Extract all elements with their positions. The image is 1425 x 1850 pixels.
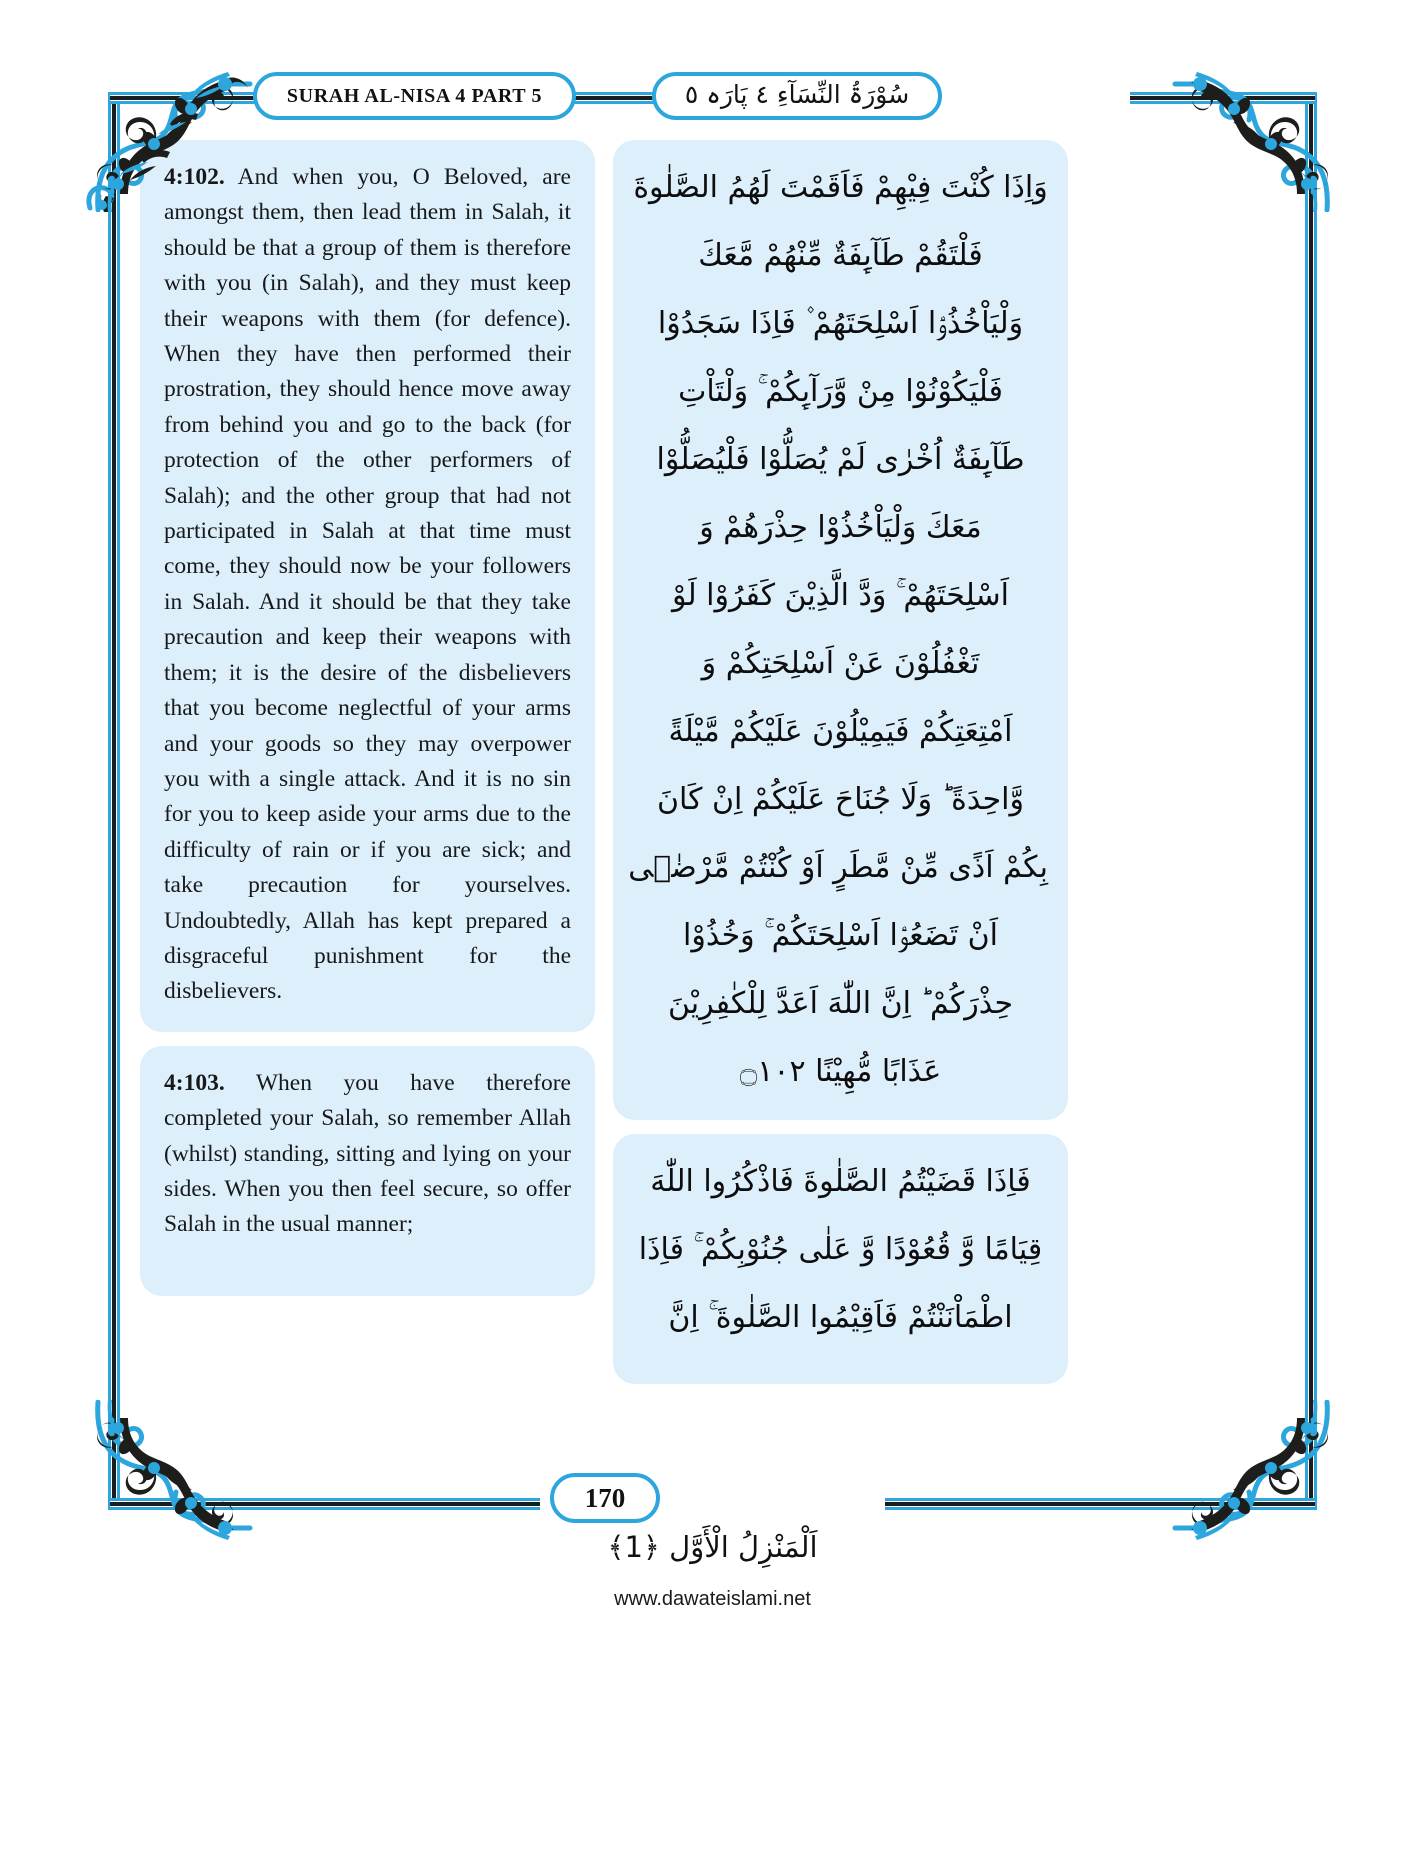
surah-title-label-arabic: سُوْرَۃُ النِّسَآءِ ٤ پَارَہ ٥ (684, 80, 910, 109)
page-number-label: 170 (584, 1482, 626, 1513)
verse-panel-arabic-4-103 (613, 1134, 1068, 1384)
arabic-line: اَسْلِحَتَهُمْ ۚ وَدَّ الَّذِیْنَ كَفَرُوْا لَوْ (672, 578, 1009, 613)
arabic-line: اطْمَاْنَنْتُمْ فَاَقِیْمُوا الصَّلٰوةَ ۚ اِنَّ (668, 1300, 1013, 1335)
surah-title-pill (253, 72, 576, 120)
arabic-line: اَنْ تَضَعُوْۤا اَسْلِحَتَكُمْ ۚ وَخُذُوْا (683, 918, 998, 953)
arabic-line: بِكُمْ اَذًى مِّنْ مَّطَرٍ اَوْ كُنْتُمْ مَّرْضٰۤى (628, 850, 1048, 885)
corner-ornament-top-left (78, 62, 253, 212)
arabic-line: وَلْیَاْخُذُوْۤا اَسْلِحَتَهُمْ ۫ فَاِذَا سَجَدُوْا (657, 306, 1024, 341)
arabic-line: فَاِذَا قَضَیْتُمُ الصَّلٰوةَ فَاذْكُرُوا اللّٰهَ (650, 1164, 1031, 1199)
surah-title-label: SURAH AL-NISA 4 PART 5 (286, 84, 543, 107)
arabic-line: طَآىِٕفَةٌ اُخْرٰى لَمْ یُصَلُّوْا فَلْیُصَلُّوْا (656, 442, 1025, 477)
verse-panel-arabic-4-102 (613, 140, 1068, 1120)
surah-title-pill-arabic (652, 72, 942, 120)
verse-panel-english-4-102 (140, 140, 595, 1032)
corner-ornament-bottom-right (1172, 1400, 1347, 1550)
arabic-column (613, 140, 1068, 1480)
arabic-line: حِذْرَكُمْ ؕ اِنَّ اللّٰهَ اَعَدَّ لِلْكٰفِرِیْنَ (667, 986, 1014, 1021)
arabic-line: وَاِذَا كُنْتَ فِیْهِمْ فَاَقَمْتَ لَهُمُ الصَّلٰوةَ (633, 170, 1048, 205)
page-content (140, 140, 1285, 1480)
arabic-line: وَّاحِدَةً ؕ وَلَا جُنَاحَ عَلَیْكُمْ اِنْ كَانَ (657, 782, 1024, 817)
verse-number-4-102: 4:102. (164, 164, 225, 190)
verse-text-4-102: And when you, O Beloved, are amongst them, then lead them in Salah, it should be that a group of them is therefore with you (in Salah), and they must keep their weapons with them (for defence). When they have then performed their prostration, they should hence move away from behind you and go to the back (for protection of the other performers of Salah); and the other group that had not participated in Salah at that time must come, they should now be your followers in Salah. And it should be that they take precaution and keep their weapons with them; it is the desire of the disbelievers that you become neglectful of your arms and your goods so they may overpower you with a single attack. And it is no sin for you to keep aside your arms due to the difficulty of rain or if you are sick; and take precaution for yourselves. Undoubtedly, Allah has kept prepared a disgraceful punishment for the disbelievers. (164, 164, 571, 1005)
website-url: www.dawateislami.net (614, 1588, 811, 1610)
verse-number-4-103: 4:103. (164, 1069, 225, 1096)
arabic-line: فَلْیَكُوْنُوْا مِنْ وَّرَآىِٕكُمْ ۚ وَلْتَاْتِ (678, 374, 1003, 409)
manzil-label: اَلْمَنْزِلُ الْأَوَّل ﴿1﴾ (607, 1530, 818, 1564)
translation-column (140, 140, 595, 1480)
arabic-line: قِیَامًا وَّ قُعُوْدًا وَّ عَلٰى جُنُوْبِكُمْ ۚ فَاِذَا (638, 1232, 1043, 1267)
border-left (108, 92, 120, 1510)
corner-ornament-bottom-left (78, 1400, 253, 1550)
corner-ornament-top-right (1172, 62, 1347, 212)
page-number-pill (550, 1473, 660, 1523)
arabic-line: عَذَابًا مُّهِیْنًا ۝١٠٢ (739, 1054, 942, 1089)
border-top-middle (573, 92, 655, 104)
verse-text-4-103: When you have therefore completed your Salah, so remember Allah (whilst) standing, sitting and lying on your sides. When you then feel secure, so offer Salah in the usual manner; (164, 1069, 571, 1238)
arabic-line: تَغْفُلُوْنَ عَنْ اَسْلِحَتِكُمْ وَ (701, 646, 980, 681)
arabic-line: اَمْتِعَتِكُمْ فَیَمِیْلُوْنَ عَلَیْكُمْ مَّیْلَةً (668, 714, 1013, 749)
arabic-line: فَلْتَقُمْ طَآىِٕفَةٌ مِّنْهُمْ مَّعَكَ (698, 238, 983, 273)
arabic-line: مَعَكَ وَلْیَاْخُذُوْا حِذْرَهُمْ وَ (699, 510, 982, 545)
verse-panel-english-4-103 (140, 1046, 595, 1296)
border-right (1305, 92, 1317, 1510)
